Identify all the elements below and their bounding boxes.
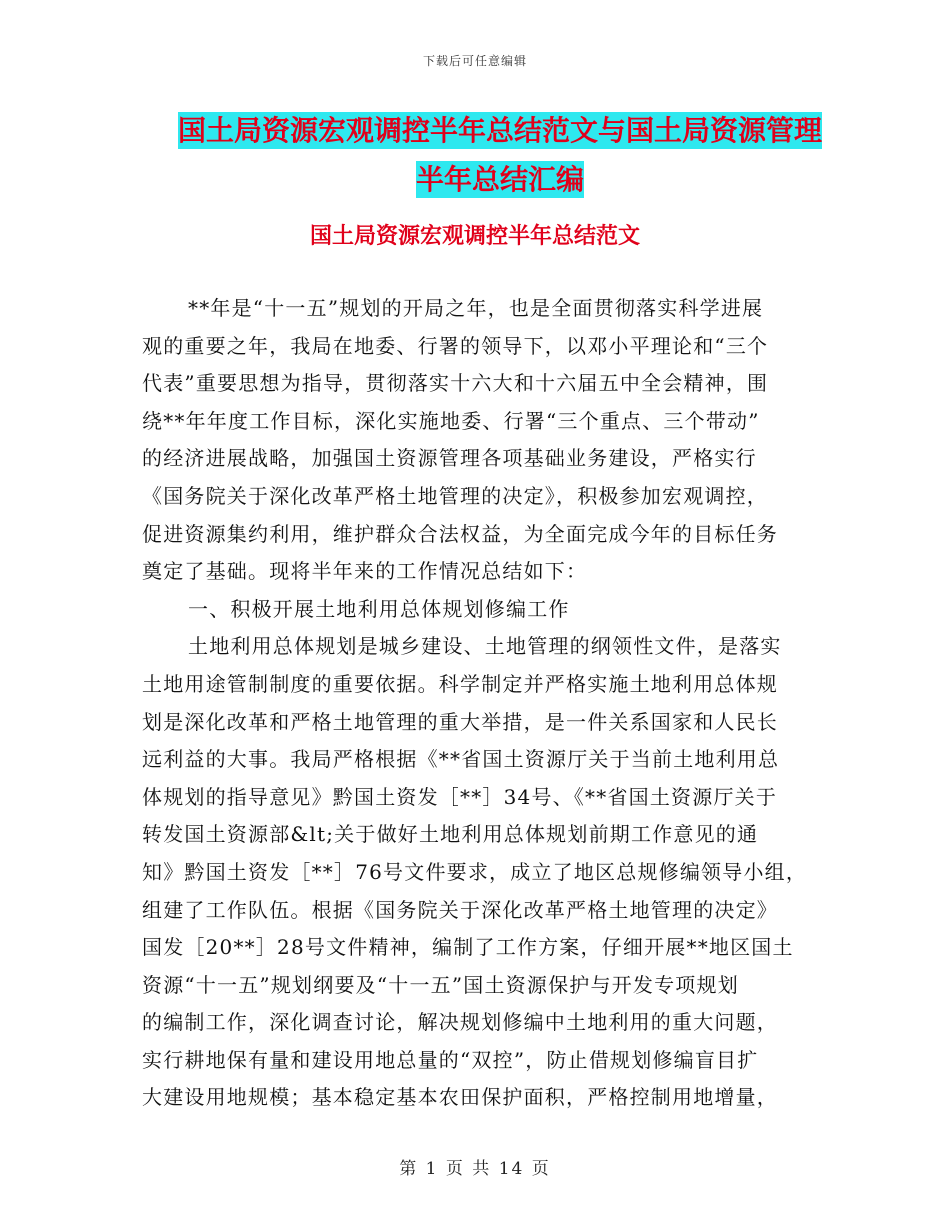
paragraph-line: 《国务院关于深化改革严格土地管理的决定》，积极参加宏观调控， bbox=[142, 483, 768, 508]
body-text bbox=[142, 290, 808, 1117]
page-number-footer: 第 1 页 共 14 页 bbox=[399, 1159, 551, 1179]
document-title-line-2: 半年总结汇编 bbox=[415, 163, 584, 196]
paragraph-line: 划是深化改革和严格土地管理的重大举措，是一件关系国家和人民长 bbox=[142, 709, 778, 734]
paragraph-line: 国发［20**］28号文件精神，编制了工作方案，仔细开展**地区国土 bbox=[142, 935, 794, 960]
paragraph-line: 观的重要之年，我局在地委、行署的领导下，以邓小平理论和“三个 bbox=[142, 333, 769, 358]
paragraph-line: 土地利用总体规划是城乡建设、土地管理的纲领性文件，是落实 bbox=[188, 634, 782, 659]
paragraph-line: 大建设用地规模；基本稳定基本农田保护面积，严格控制用地增量， bbox=[142, 1085, 778, 1110]
paragraph-line: 代表”重要思想为指导，贯彻落实十六大和十六届五中全会精神，围 bbox=[142, 371, 769, 396]
paragraph-line: 的经济进展战略，加强国土资源管理各项基础业务建设，严格实行 bbox=[142, 446, 757, 471]
paragraph-line: 转发国土资源部&lt;关于做好土地利用总体规划前期工作意见的通 bbox=[142, 822, 759, 847]
section-title: 国土局资源宏观调控半年总结范文 bbox=[309, 224, 640, 249]
paragraph-line: 实行耕地保有量和建设用地总量的“双控”，防止借规划修编盲目扩 bbox=[142, 1047, 759, 1072]
paragraph-line: 远利益的大事。我局严格根据《**省国土资源厅关于当前土地利用总 bbox=[142, 747, 780, 772]
section-heading-line: 一、积极开展土地利用总体规划修编工作 bbox=[188, 596, 570, 621]
paragraph-line: **年是“十一五”规划的开局之年，也是全面贯彻落实科学进展 bbox=[188, 296, 764, 320]
paragraph-line: 奠定了基础。现将半年来的工作情况总结如下： bbox=[142, 559, 588, 584]
document-title-line-1: 国土局资源宏观调控半年总结范文与国土局资源管理 bbox=[177, 114, 822, 147]
paragraph-line: 绕**年年度工作目标，深化实施地委、行署“三个重点、三个带动” bbox=[142, 408, 760, 433]
page-header-note: 下载后可任意编辑 bbox=[422, 54, 527, 68]
paragraph-line: 促进资源集约利用，维护群众合法权益，为全面完成今年的目标任务 bbox=[142, 521, 778, 546]
paragraph-line: 资源“十一五”规划纲要及“十一五”国土资源保护与开发专项规划 bbox=[142, 972, 739, 997]
paragraph-line: 知》黔国土资发［**］76号文件要求，成立了地区总规修编领导小组， bbox=[142, 859, 808, 884]
paragraph-line: 组建了工作队伍。根据《国务院关于深化改革严格土地管理的决定》 bbox=[142, 897, 778, 922]
paragraph-line: 体规划的指导意见》黔国土资发［**］34号、《**省国土资源厅关于 bbox=[142, 784, 778, 809]
paragraph-line: 土地用途管制制度的重要依据。科学制定并严格实施土地利用总体规 bbox=[142, 671, 778, 696]
document-title bbox=[140, 106, 860, 204]
paragraph-line: 的编制工作，深化调查讨论，解决规划修编中土地利用的重大问题， bbox=[142, 1010, 778, 1035]
